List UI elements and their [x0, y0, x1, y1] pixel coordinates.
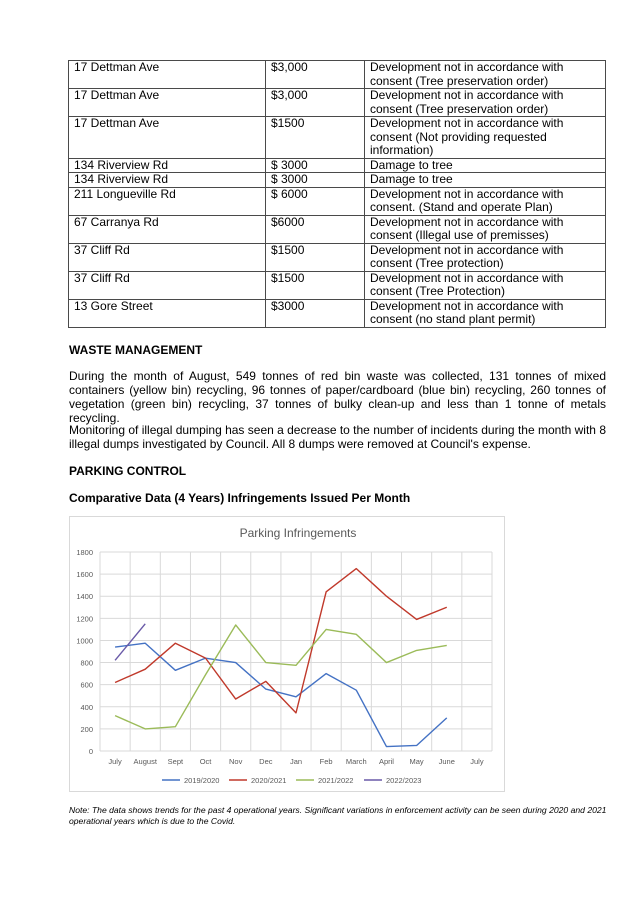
x-tick-label: July [470, 757, 484, 766]
reason-cell: Development not in accordance with consent (Tree preservation order) [365, 61, 606, 89]
y-tick-label: 0 [88, 747, 93, 756]
reason-cell: Development not in accordance with consent (Tree protection) [365, 243, 606, 271]
amount-cell: $ 3000 [266, 173, 365, 188]
reason-cell: Development not in accordance with consent (Tree Protection) [365, 271, 606, 299]
x-tick-label: Oct [199, 757, 212, 766]
y-tick-label: 1600 [76, 570, 93, 580]
y-tick-label: 1000 [76, 636, 93, 646]
table-row [69, 89, 606, 117]
y-tick-label: 400 [80, 702, 93, 712]
x-tick-label: May [409, 757, 424, 766]
parking-chart [69, 516, 505, 792]
legend-label: 2022/2023 [386, 776, 422, 785]
chart-subheading: Comparative Data (4 Years) Infringements Issued Per Month [69, 491, 411, 505]
illegal-dumping-paragraph: Monitoring of illegal dumping has seen a decrease to the number of incidents during the month with 8 illegal dumps investigated by Council. All 8 dumps were removed at Council's expense. [69, 423, 606, 451]
address-cell: 37 Cliff Rd [69, 271, 266, 299]
fines-table [68, 60, 606, 328]
reason-cell: Development not in accordance with consent (Not providing requested information) [365, 117, 606, 159]
amount-cell: $1500 [266, 271, 365, 299]
y-tick-label: 600 [80, 680, 93, 690]
x-tick-label: July [108, 757, 122, 766]
waste-heading: WASTE MANAGEMENT [69, 343, 203, 357]
x-tick-label: March [345, 757, 367, 766]
y-tick-label: 1400 [76, 592, 93, 602]
table-row [69, 271, 606, 299]
table-row [69, 215, 606, 243]
x-tick-label: Jan [289, 757, 303, 766]
amount-cell: $3,000 [266, 89, 365, 117]
x-tick-label: April [378, 757, 394, 766]
reason-cell: Development not in accordance with consent (Illegal use of premisses) [365, 215, 606, 243]
amount-cell: $3000 [266, 299, 365, 327]
address-cell: 13 Gore Street [69, 299, 266, 327]
table-row [69, 61, 606, 89]
table-row [69, 187, 606, 215]
address-cell: 17 Dettman Ave [69, 117, 266, 159]
address-cell: 67 Carranya Rd [69, 215, 266, 243]
x-tick-label: Feb [319, 757, 333, 766]
reason-cell: Development not in accordance with consent. (Stand and operate Plan) [365, 187, 606, 215]
amount-cell: $ 6000 [266, 187, 365, 215]
reason-cell: Damage to tree [365, 158, 606, 173]
x-tick-label: August [133, 757, 157, 766]
address-cell: 134 Riverview Rd [69, 173, 266, 188]
address-cell: 211 Longueville Rd [69, 187, 266, 215]
y-tick-label: 1200 [76, 614, 93, 624]
address-cell: 37 Cliff Rd [69, 243, 266, 271]
reason-cell: Development not in accordance with consent (Tree preservation order) [365, 89, 606, 117]
y-tick-label: 200 [80, 724, 93, 734]
table-row [69, 158, 606, 173]
legend-label: 2019/2020 [184, 776, 220, 785]
chart-note: Note: The data shows trends for the past 4 operational years. Significant variations in enforcement activity can be seen during 2020 and 2021 operational years which is due to the Covid. [69, 805, 607, 826]
parking-chart-svg [70, 517, 504, 791]
amount-cell: $ 3000 [266, 158, 365, 173]
x-tick-label: Sept [167, 757, 184, 766]
x-tick-label: Nov [229, 757, 243, 766]
table-row [69, 299, 606, 327]
y-tick-label: 800 [80, 658, 93, 668]
amount-cell: $1500 [266, 117, 365, 159]
reason-cell: Development not in accordance with consent (no stand plant permit) [365, 299, 606, 327]
chart-title: Parking Infringements [239, 526, 357, 540]
waste-paragraph: During the month of August, 549 tonnes of red bin waste was collected, 131 tonnes of mixed containers (yellow bin) recycling, 96 tonnes of paper/cardboard (blue bin) recycling, 260 tonnes of vegetation (green bin) recycling, 37 tonnes of bulky clean-up and less than 1 tonne of metals recycling. [69, 369, 606, 425]
legend-label: 2020/2021 [251, 776, 287, 785]
legend-label: 2021/2022 [318, 776, 354, 785]
address-cell: 134 Riverview Rd [69, 158, 266, 173]
amount-cell: $3,000 [266, 61, 365, 89]
table-row [69, 173, 606, 188]
x-tick-label: Dec [259, 757, 273, 766]
address-cell: 17 Dettman Ave [69, 89, 266, 117]
table-row [69, 117, 606, 159]
address-cell: 17 Dettman Ave [69, 61, 266, 89]
reason-cell: Damage to tree [365, 173, 606, 188]
x-tick-label: June [438, 757, 455, 766]
parking-heading: PARKING CONTROL [69, 464, 187, 478]
amount-cell: $6000 [266, 215, 365, 243]
table-row [69, 243, 606, 271]
y-tick-label: 1800 [76, 548, 93, 557]
amount-cell: $1500 [266, 243, 365, 271]
